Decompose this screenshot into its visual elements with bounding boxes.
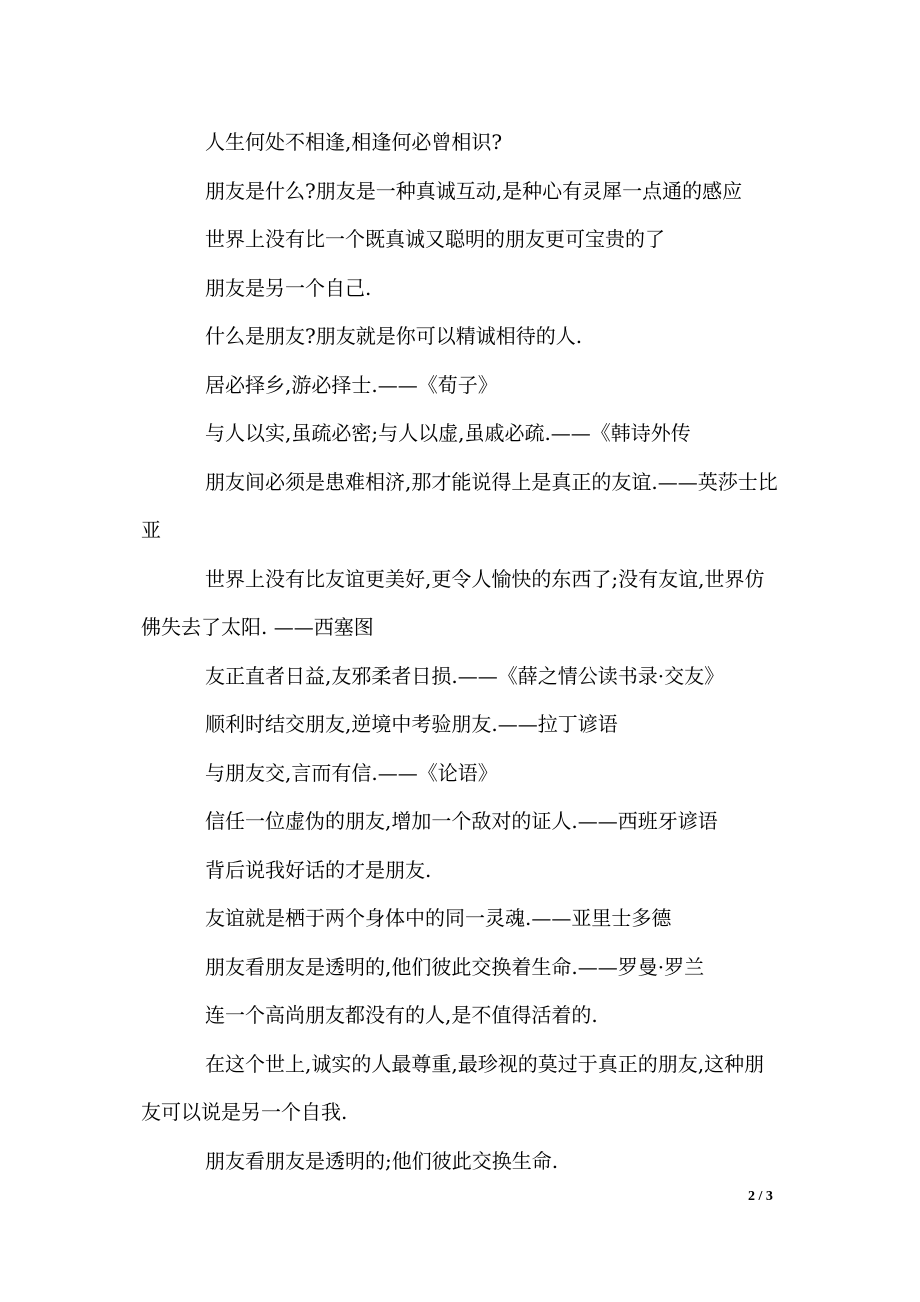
paragraph: 与人以实,虽疏必密;与人以虚,虽戚必疏.——《韩诗外传: [205, 421, 691, 445]
paragraph: 朋友间必须是患难相济,那才能说得上是真正的友谊.——英莎士比亚: [141, 469, 778, 542]
paragraph: 世界上没有比一个既真诚又聪明的朋友更可宝贵的了: [205, 227, 665, 251]
paragraph: 在这个世上,诚实的人最尊重,最珍视的莫过于真正的朋友,这种朋友可以说是另一个自我.: [141, 1051, 765, 1124]
document-body: [141, 118, 783, 1185]
paragraph: 世界上没有比友谊更美好,更令人愉快的东西了;没有友谊,世界仿佛失去了太阳. ——西塞图: [141, 566, 765, 639]
paragraph: 居必择乡,游必择士.——《荀子》: [205, 372, 498, 397]
paragraph: 朋友是什么?朋友是一种真诚互动,是种心有灵犀一点通的感应: [205, 178, 743, 203]
paragraph: 朋友看朋友是透明的;他们彼此交换生命.: [205, 1148, 559, 1173]
paragraph: 人生何处不相逢,相逢何必曾相识?: [205, 130, 503, 154]
paragraph: 朋友看朋友是透明的,他们彼此交换着生命.——罗曼·罗兰: [205, 954, 705, 979]
paragraph: 连一个高尚朋友都没有的人,是不值得活着的.: [205, 1003, 598, 1027]
paragraph: 什么是朋友?朋友就是你可以精诚相待的人.: [205, 324, 583, 348]
paragraph: 朋友是另一个自己.: [205, 275, 372, 300]
paragraph: 友谊就是栖于两个身体中的同一灵魂.——亚里士多德: [205, 906, 672, 930]
paragraph: 背后说我好话的才是朋友.: [205, 857, 432, 882]
paragraph: 与朋友交,言而有信.——《论语》: [205, 760, 498, 785]
page-number: 2 / 3: [748, 1189, 773, 1204]
paragraph: 顺利时结交朋友,逆境中考验朋友.——拉丁谚语: [205, 712, 618, 736]
paragraph: 友正直者日益,友邪柔者日损.——《薛之情公读书录·交友》: [205, 663, 725, 688]
paragraph: 信任一位虚伪的朋友,增加一个敌对的证人.——西班牙谚语: [205, 809, 718, 833]
